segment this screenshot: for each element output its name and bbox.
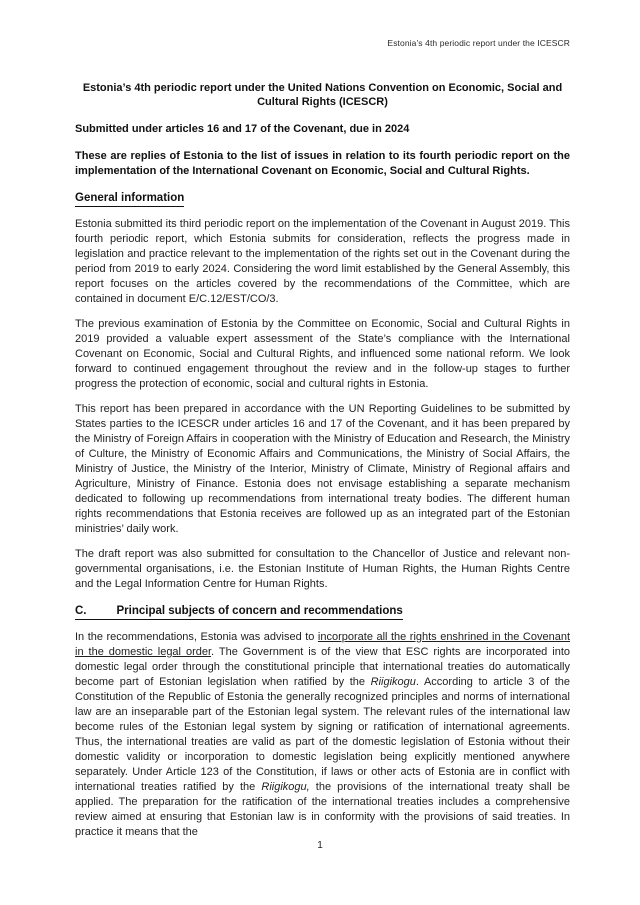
- paragraph-general-4: The draft report was also submitted for consultation to the Chancellor of Justice and relevant non-governmental organisations, i.e. the Estonian Institute of Human Rights, the Human Rights Centre and the Legal Information Centre for Human Rights.: [75, 548, 570, 590]
- paragraph-segment-italic: Riigikogu: [370, 676, 416, 688]
- intro-paragraph: These are replies of Estonia to the list of issues in relation to its fourth periodic report on the implementation of the International Covenant on Economic, Social and Cultural Rights.: [75, 150, 570, 177]
- paragraph-general-2: The previous examination of Estonia by the Committee on Economic, Social and Cultural Rights in 2019 provided a valuable expert assessment of the State’s compliance with the International Covenant on Economic, Social and Cultural Rights, and influenced some national reform. We look forward to continued engagement throughout the review and in the follow-up stages to further progress the protection of economic, social and cultural rights in Estonia.: [75, 318, 570, 390]
- paragraph-section-c: [75, 630, 570, 840]
- page-title: Estonia’s 4th periodic report under the United Nations Convention on Economic, Social and Cultural Rights (ICESCR): [82, 82, 563, 108]
- section-heading-general-information: General information: [75, 191, 184, 207]
- paragraph-segment: . According to article 3 of the Constitution of the Republic of Estonia the generally recognized principles and norms of international law are an inseparable part of the Estonian legal system. The relevant rules of the international law become rules of the Estonian legal system by signing or ratification of international agreements. Thus, the international treaties are valid as part of the domestic legislation of Estonia without their domestic validity or incorporation to domestic legislation being explicitly mentioned anywhere separately. Under Article 123 of the Constitution, if laws or other acts of Estonia are in conflict with international treaties ratified by the: [75, 676, 570, 793]
- paragraph-general-3: This report has been prepared in accordance with the UN Reporting Guidelines to be submitted by States parties to the ICESCR under articles 16 and 17 of the Covenant, and it has been prepared by the Ministry of Foreign Affairs in cooperation with the Ministry of Education and Research, the Ministry of Culture, the Ministry of Economic Affairs and Communications, the Ministry of Social Affairs, the Ministry of Justice, the Ministry of the Interior, Ministry of Climate, Ministry of Regional affairs and Agriculture, Ministry of Finance. Estonia does not envisage establishing a separate mechanism dedicated to following up recommendations from international treaty bodies. The different human rights recommendations that Estonia receives are followed up as an integrated part of the Estonian ministries’ daily work.: [75, 403, 570, 535]
- paragraph-segment: . The Government is of the view that ESC rights are incorporated into domestic legal order through the constitutional principle that international treaties do automatically become part of Estonian legislation when ratified by the: [75, 646, 570, 688]
- paragraph-segment: the provisions of the international treaty shall be applied. The preparation for the ratification of the international treaties includes a comprehensive review aimed at ensuring that Estonian law is in conformity with the provisions of said treaties. In practice it means that the: [75, 781, 570, 838]
- paragraph-segment-underlined: incorporate all the rights enshrined in the Covenant in the domestic legal order: [75, 631, 571, 658]
- page-number: 1: [317, 840, 323, 851]
- paragraph-general-1: Estonia submitted its third periodic report on the implementation of the Covenant in August 2019. This fourth periodic report, which Estonia submits for consideration, reflects the progress made in legislation and practice relevant to the implementation of the rights set out in the Covenant during the period from 2019 to early 2024. Considering the word limit established by the General Assembly, this report focuses on the articles covered by the recommendations of the Committee, which are contained in document E/C.12/EST/CO/3.: [75, 218, 570, 305]
- paragraph-segment-italic: Riigikogu,: [261, 781, 310, 793]
- section-c-label: C.: [75, 605, 87, 617]
- paragraph-segment: In the recommendations, Estonia was advised to: [75, 631, 318, 643]
- running-header: Estonia’s 4th periodic report under the ICESCR: [387, 38, 570, 48]
- section-c-heading-text: Principal subjects of concern and recommendations: [116, 605, 403, 617]
- submission-line: Submitted under articles 16 and 17 of the Covenant, due in 2024: [75, 123, 410, 135]
- section-heading-c: [75, 604, 403, 620]
